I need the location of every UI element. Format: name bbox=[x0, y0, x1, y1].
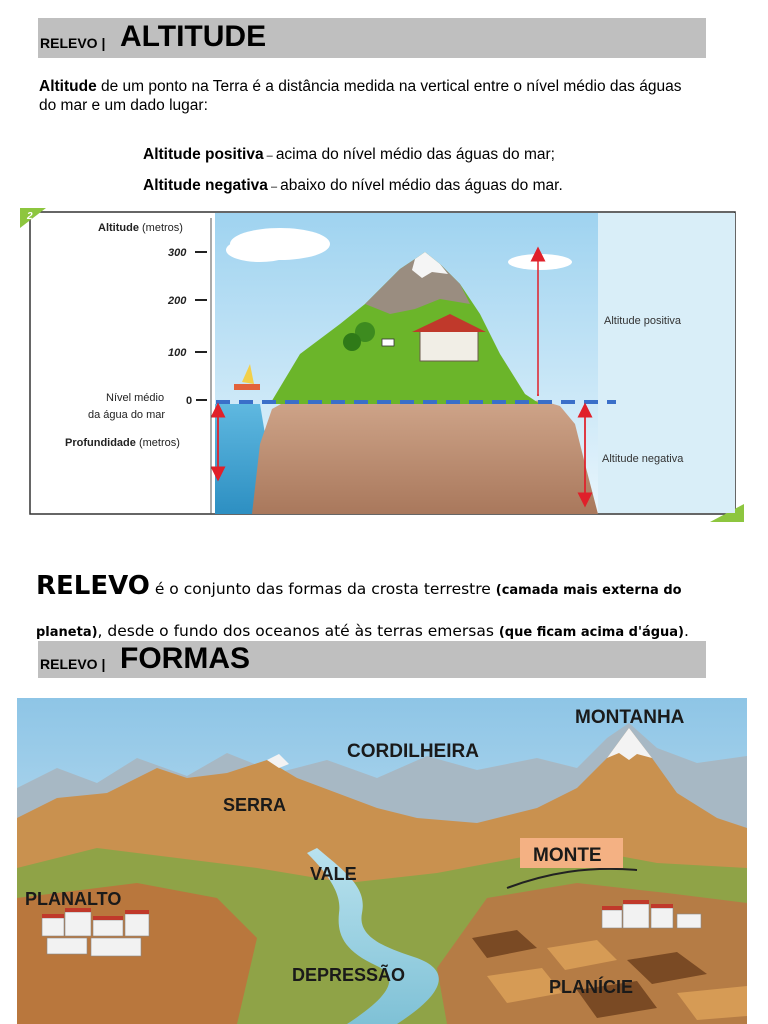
label-vale: VALE bbox=[310, 864, 357, 884]
badge-number: 2 bbox=[27, 211, 33, 222]
label-positive: Altitude positiva bbox=[604, 315, 682, 327]
relevo-text-2: , desde o fundo dos oceanos até às terras emersas bbox=[97, 622, 499, 640]
section-header-altitude bbox=[38, 18, 706, 58]
boat-hull bbox=[234, 384, 260, 390]
definition-positive bbox=[143, 146, 555, 164]
label-cordilheira: CORDILHEIRA bbox=[347, 741, 479, 762]
cow bbox=[382, 339, 394, 346]
relevo-term: RELEVO bbox=[36, 571, 150, 601]
cloud bbox=[226, 238, 294, 262]
tick-label-0: 0 bbox=[186, 395, 193, 407]
term-positive: Altitude positiva bbox=[143, 146, 264, 163]
label-planalto: PLANALTO bbox=[25, 889, 122, 909]
label-planicie: PLANÍCIE bbox=[549, 977, 634, 997]
altitude-diagram bbox=[20, 204, 744, 524]
relevo-text-1: é o conjunto das formas da crosta terrestre bbox=[149, 580, 496, 598]
tick-label-200: 200 bbox=[168, 295, 187, 307]
tick-label-300: 300 bbox=[168, 247, 187, 259]
relevo-definition bbox=[36, 566, 736, 653]
depth-label: Profundidade (metros) bbox=[65, 437, 180, 449]
label-negative: Altitude negativa bbox=[602, 453, 684, 465]
section-title: ALTITUDE bbox=[120, 20, 267, 53]
label-monte: MONTE bbox=[533, 845, 602, 866]
definition-text: de um ponto na Terra é a distância medida na vertical entre o nível médio das águas do mar e um dado lugar: bbox=[39, 78, 682, 114]
sea-level-label-1: Nível médio bbox=[106, 392, 165, 404]
label-montanha: MONTANHA bbox=[575, 707, 685, 728]
axis-title: Altitude (metros) bbox=[98, 222, 183, 234]
cloud bbox=[508, 254, 572, 270]
section-title: FORMAS bbox=[120, 642, 250, 675]
underground bbox=[252, 399, 598, 514]
tick-label-100: 100 bbox=[168, 347, 187, 359]
landforms-illustration bbox=[17, 698, 747, 1024]
section-prefix: RELEVO | bbox=[40, 656, 106, 672]
relevo-paren-1: (camada mais externa do planeta) bbox=[36, 583, 682, 640]
altitude-definition bbox=[39, 77, 699, 115]
definition-negative bbox=[143, 177, 563, 195]
label-depressao: DEPRESSÃO bbox=[292, 965, 406, 985]
house bbox=[420, 329, 478, 361]
definition-term: Altitude bbox=[39, 78, 97, 95]
relevo-end: . bbox=[684, 622, 689, 640]
dash: – bbox=[263, 150, 276, 162]
text-positive: acima do nível médio das águas do mar; bbox=[275, 146, 555, 163]
section-prefix: RELEVO | bbox=[40, 35, 106, 51]
section-header-formas bbox=[38, 641, 706, 678]
term-negative: Altitude negativa bbox=[143, 177, 268, 194]
sea-level-label-2: da água do mar bbox=[88, 409, 166, 421]
right-panel bbox=[598, 213, 735, 513]
text-negative: abaixo do nível médio das águas do mar. bbox=[280, 177, 563, 194]
relevo-paren-2: (que ficam acima d'água) bbox=[498, 625, 684, 640]
dash: – bbox=[267, 181, 281, 193]
label-serra: SERRA bbox=[223, 795, 287, 815]
tree bbox=[343, 333, 361, 351]
